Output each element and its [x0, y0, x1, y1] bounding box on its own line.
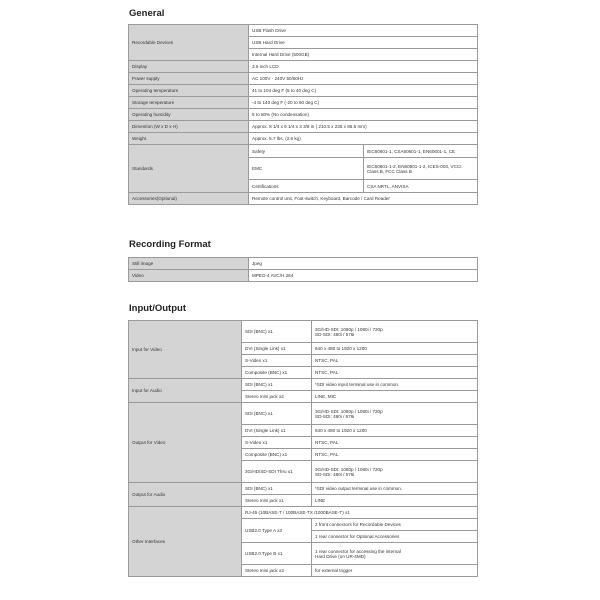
recordable-devices-label: Recordable Devices [129, 25, 249, 61]
output-sdi-value: 3G/HD-SDI: 1080p / 1080i / 720p SD-SDI: 480i / 576i [312, 403, 478, 425]
accessories-value: Remote control unit, Foot-switch, Keyboard, Barcode / Card Reader [249, 193, 478, 205]
power-supply-value: AC 100V - 240V 50/60Hz [249, 73, 478, 85]
accessories-label: Accessories(Optional) [129, 193, 249, 205]
dimension-value: Approx. 8 1/4 x 9 1/4 x 3 3/8 in ( 210.5 x 235 x 85.5 mm) [249, 121, 478, 133]
output-svideo-label: S-Video x1 [242, 437, 312, 449]
output-audio-label: Output for Audio [129, 483, 242, 507]
input-video-label: Input for Video [129, 321, 242, 379]
output-dvi-value: 640 x 480 to 1920 x 1200 [312, 425, 478, 437]
input-svideo-label: S-Video x1 [242, 355, 312, 367]
display-value: 3.5 inch LCD [249, 61, 478, 73]
usb-b-label: USB2.0 Type B x1 [242, 543, 312, 565]
io-spec-table [128, 320, 478, 577]
operating-humidity-value: 5 to 80% (No condensation) [249, 109, 478, 121]
general-section-title: General [129, 8, 165, 19]
trigger-stereo-value: for external trigger [312, 565, 478, 577]
storage-temperature-label: Storage temperature [129, 97, 249, 109]
input-composite-value: NTSC, PAL [312, 367, 478, 379]
output-audio-stereo-value: LINE [312, 495, 478, 507]
recording-section-title: Recording Format [129, 239, 211, 250]
input-composite-label: Composite (BNC) x1 [242, 367, 312, 379]
output-dvi-label: DVI (Single Link) x1 [242, 425, 312, 437]
input-audio-stereo-value: LINE, MIC [312, 391, 478, 403]
output-thru-label: 3G/HD/SD-SDI Thru x1 [242, 461, 312, 483]
input-audio-sdi-value: *SDI video input terminal use in common. [312, 379, 478, 391]
emc-label: EMC [249, 158, 364, 180]
weight-label: Weight [129, 133, 249, 145]
output-audio-sdi-value: *SDI video output terminal use in common. [312, 483, 478, 495]
safety-value: IEC60601-1, CSA60601-1, EN60601-1, CE [364, 145, 478, 158]
output-composite-label: Composite (BNC) x1 [242, 449, 312, 461]
input-audio-stereo-label: Stereo mini jack x2 [242, 391, 312, 403]
usb-a-value-rear: 1 rear connector for Optional Accessories [312, 531, 478, 543]
input-dvi-value: 640 x 480 to 1920 x 1200 [312, 343, 478, 355]
video-format-label: Video [129, 270, 249, 282]
standards-label: Standards [129, 145, 249, 193]
input-sdi-value: 3G/HD-SDI: 1080p / 1080i / 720p SD-SDI: 480i / 576i [312, 321, 478, 343]
recordable-device-value: USB Hard Drive [249, 37, 478, 49]
input-dvi-label: DVI (Single Link) x1 [242, 343, 312, 355]
operating-humidity-label: Operating humidity [129, 109, 249, 121]
usb-a-label: USB2.0 Type A x3 [242, 519, 312, 543]
recordable-device-value: Internal Hard Drive (500GB) [249, 49, 478, 61]
other-interfaces-label: Other Interfaces [129, 507, 242, 577]
certifications-label: Certifications [249, 180, 364, 193]
output-video-label: Output for Video [129, 403, 242, 483]
operating-temperature-value: 41 to 104 deg F (5 to 40 deg C) [249, 85, 478, 97]
output-audio-stereo-label: Stereo mini jack x1 [242, 495, 312, 507]
output-svideo-value: NTSC, PAL [312, 437, 478, 449]
input-audio-sdi-label: SDI (BNC) x1 [242, 379, 312, 391]
output-thru-value: 3G/HD-SDI: 1080p / 1080i / 720p SD-SDI: 480i / 576i [312, 461, 478, 483]
display-label: Display [129, 61, 249, 73]
input-audio-label: Input for Audio [129, 379, 242, 403]
still-image-value: Jpeg [249, 258, 478, 270]
emc-value: IEC60601-1-2, EN60601-1-2, ICES-003, VCCI Class B, FCC Class B [364, 158, 478, 180]
weight-value: Approx. 5.7 lbs. (2.6 kg) [249, 133, 478, 145]
rj45-label: RJ-45 (10BASE-T / 100BASE-TX /1000BASE-T) x1 [242, 507, 478, 519]
output-sdi-label: SDI (BNC) x1 [242, 403, 312, 425]
usb-a-value-front: 2 front connectors for Recordable Devices [312, 519, 478, 531]
operating-temperature-label: Operating temperature [129, 85, 249, 97]
storage-temperature-value: -4 to 140 deg F (-20 to 60 deg C) [249, 97, 478, 109]
usb-b-value: 1 rear connector for accessing the internal Hard Drive (on UR-4MD) [312, 543, 478, 565]
general-spec-table [128, 24, 478, 205]
input-sdi-label: SDI (BNC) x1 [242, 321, 312, 343]
input-svideo-value: NTSC, PAL [312, 355, 478, 367]
video-format-value: MPEG-4 AVC/H.264 [249, 270, 478, 282]
dimension-label: Dimention (W x D x H) [129, 121, 249, 133]
output-composite-value: NTSC, PAL [312, 449, 478, 461]
io-section-title: Input/Output [129, 303, 186, 314]
recording-format-table [128, 257, 478, 282]
safety-label: Safety [249, 145, 364, 158]
trigger-stereo-label: Stereo mini jack x3 [242, 565, 312, 577]
power-supply-label: Power supply [129, 73, 249, 85]
still-image-label: Still image [129, 258, 249, 270]
recordable-device-value: USB Flash Drive [249, 25, 478, 37]
certifications-value: CSA NRTL, ANVISA [364, 180, 478, 193]
output-audio-sdi-label: SDI (BNC) x1 [242, 483, 312, 495]
